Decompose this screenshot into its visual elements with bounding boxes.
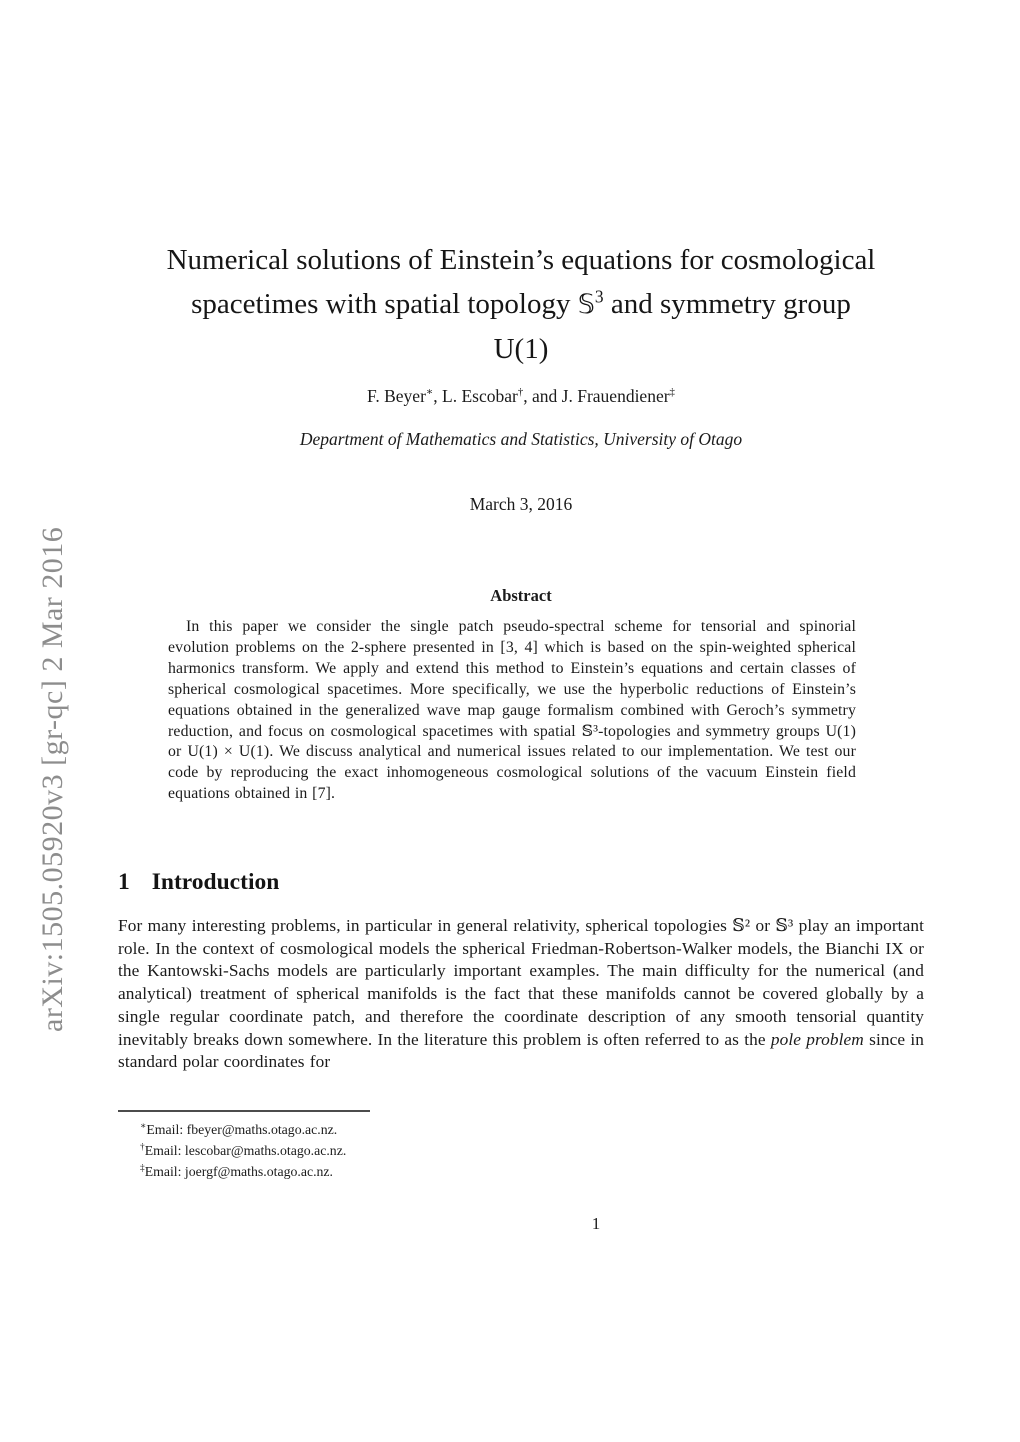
introduction-paragraph: [118, 915, 924, 1074]
footnote-mark: †: [140, 1142, 145, 1153]
authors-line: [118, 386, 924, 407]
author-footnote-mark: ∗: [425, 386, 434, 399]
abstract-text: In this paper we consider the single patch pseudo-spectral scheme for tensorial and spinorial evolution problems on the 2-sphere presented in [3, 4] which is based on the spin-weighted spherical harmonics transform. We apply and extend this method to Einstein’s equations and certain classes of spherical cosmological spacetimes. More specifically, we use the hyperbolic reductions of Einstein’s equations obtained in the generalized wave map gauge formalism combined with Geroch’s symmetry reduction, and focus on cosmological spacetimes with spatial 𝕊³-topologies and symmetry groups U(1) or U(1) × U(1). We discuss analytical and numerical issues related to our implementation. We test our code by reproducing the exact inhomogeneous cosmological solutions of the vacuum Einstein field equations obtained in [7].: [168, 618, 856, 803]
section-number: 1: [118, 869, 130, 895]
intro-italic-term: pole problem: [770, 1029, 864, 1049]
footnote-text: Email: lescobar@maths.otago.ac.nz.: [144, 1143, 347, 1158]
footnote-rule: [118, 1110, 370, 1112]
paper-title: [118, 238, 924, 371]
author-name: , and J. Frauendiener: [523, 386, 670, 406]
sphere-exponent: 3: [594, 286, 604, 307]
author-name: , L. Escobar: [433, 386, 518, 406]
footnote-item: [118, 1140, 924, 1161]
page-number: 1: [591, 1214, 601, 1233]
title-line-2-pre: spacetimes with spatial topology: [191, 288, 578, 320]
author-footnote-mark: †: [517, 386, 524, 399]
footnote-item: [118, 1161, 924, 1182]
footnote-text: Email: joergf@maths.otago.ac.nz.: [144, 1164, 333, 1179]
title-line-1: Numerical solutions of Einstein’s equations for cosmological: [166, 244, 876, 276]
section-heading: [118, 869, 924, 896]
affiliation: Department of Mathematics and Statistics, University of Otago: [299, 429, 743, 449]
author-footnote-mark: ‡: [669, 386, 675, 399]
section-title: Introduction: [151, 869, 280, 895]
intro-text-post: since in standard polar coordinates for: [118, 1029, 925, 1072]
double-struck-s-symbol: 𝕊: [577, 289, 595, 320]
title-line-2-post: and symmetry group: [603, 288, 851, 320]
footnote-item: [118, 1119, 924, 1140]
title-line-3: U(1): [493, 333, 549, 365]
abstract-heading: Abstract: [490, 586, 552, 605]
footnotes: [118, 1119, 924, 1182]
date: March 3, 2016: [469, 494, 573, 514]
arxiv-identifier-stamp: arXiv:1505.05920v3 [gr-qc] 2 Mar 2016: [36, 526, 69, 1032]
author-name: F. Beyer: [367, 386, 426, 406]
footnote-mark: ‡: [140, 1163, 145, 1174]
intro-text-pre: For many interesting problems, in particular in general relativity, spherical topologies 𝕊² or 𝕊³ play an important role. In the context of cosmological models the spherical Friedman-Robertson-Walker models, the Bianchi IX or the Kantowski-Sachs models are particularly important examples. The main difficulty for the numerical (and analytical) treatment of spherical manifolds is the fact that these manifolds cannot be covered globally by a single regular coordinate patch, and therefore the coordinate description of any smooth tensorial quantity inevitably breaks down somewhere. In the literature this problem is often referred to as the: [118, 916, 924, 1049]
footnote-text: Email: fbeyer@maths.otago.ac.nz.: [146, 1122, 338, 1137]
footnote-mark: ∗: [140, 1121, 147, 1132]
